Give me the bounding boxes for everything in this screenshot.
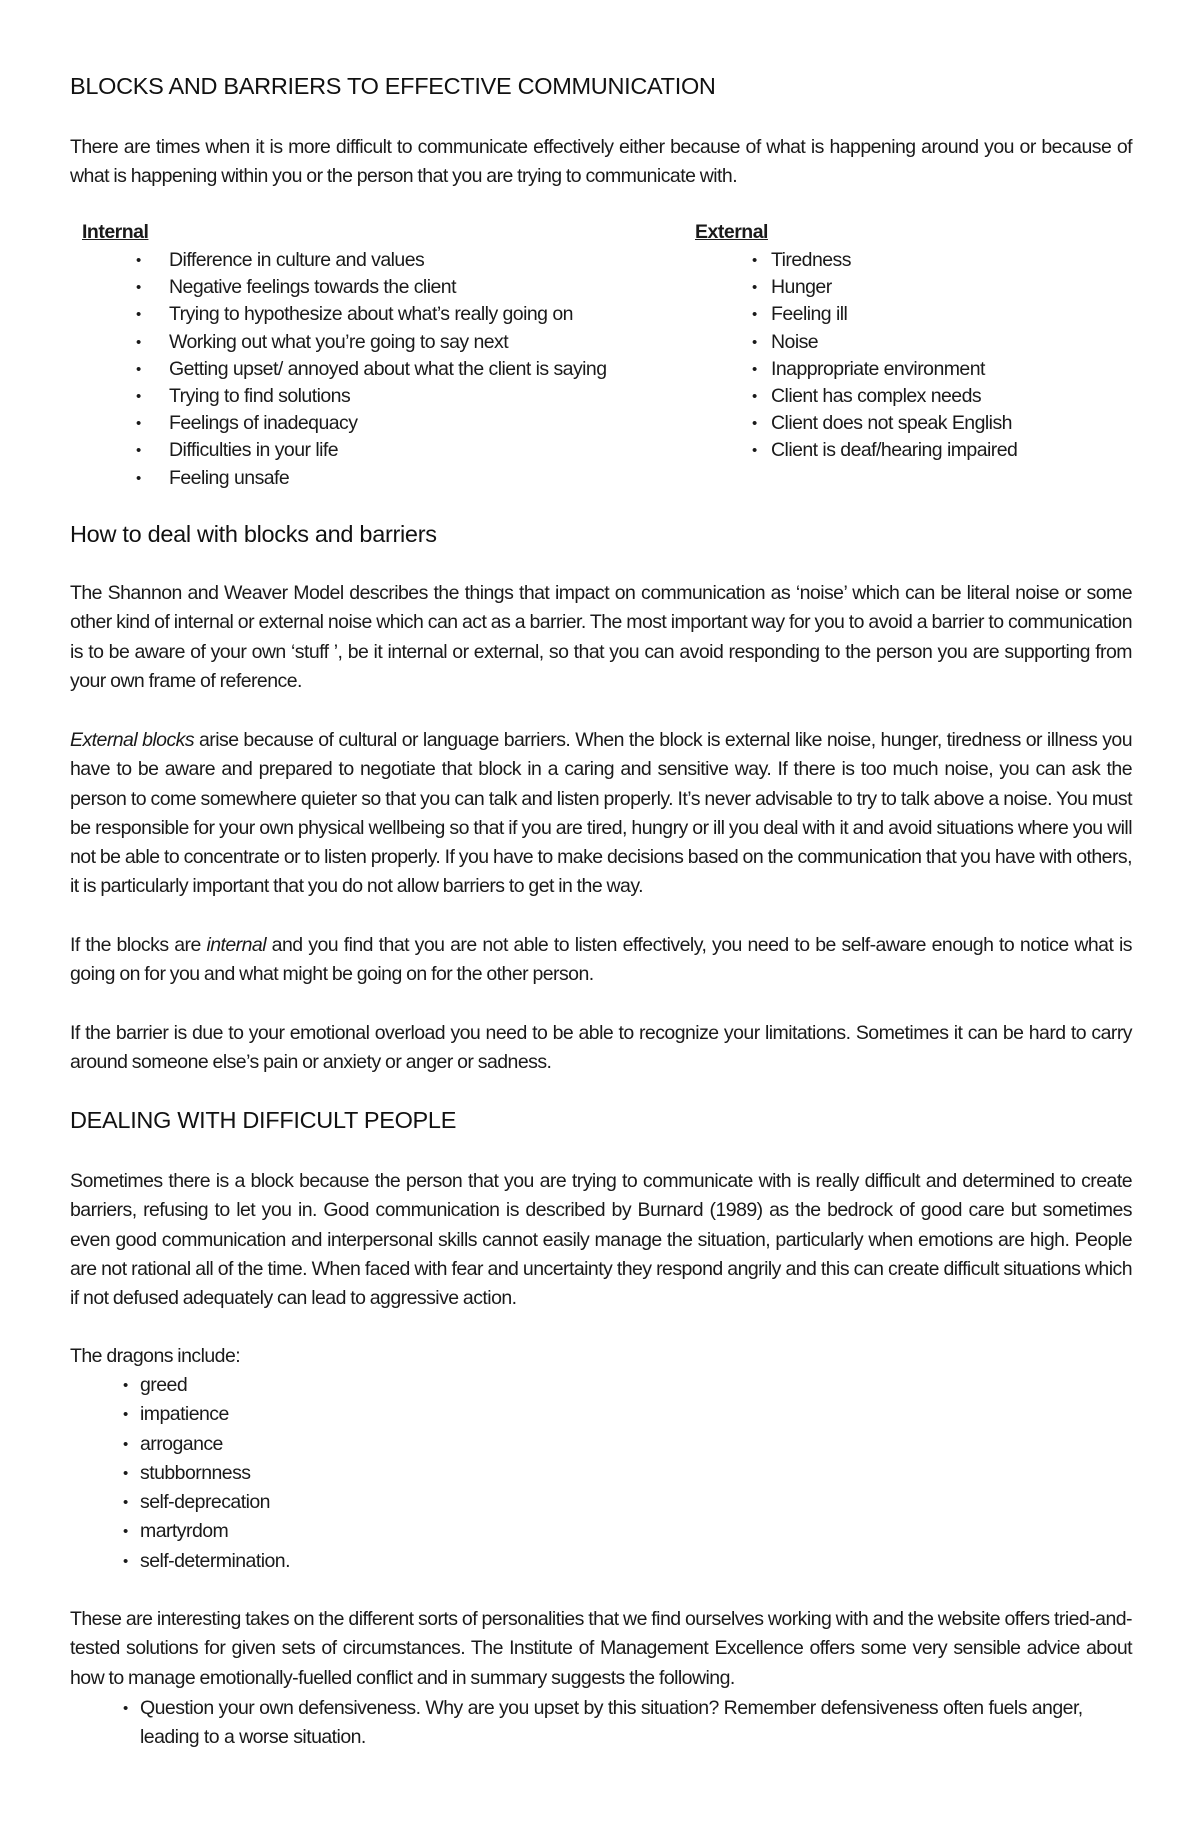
list-item: • stubbornness	[123, 1459, 290, 1488]
list-item: • Negative feelings towards the client	[82, 274, 682, 301]
list-item: • Client has complex needs	[752, 383, 1132, 410]
list-item: • Trying to hypothesize about what’s really going on	[82, 301, 682, 328]
list-item: • Getting upset/ annoyed about what the client is saying	[82, 356, 682, 383]
external-heading: External	[695, 221, 768, 243]
list-item: • Question your own defensiveness. Why are you upset by this situation? Remember defensiveness often fuels anger, leading to a worse situation.	[123, 1694, 1140, 1753]
list-item: • Feelings of inadequacy	[82, 410, 682, 437]
external-blocks-term: External blocks	[70, 729, 195, 751]
internal-heading: Internal	[82, 221, 149, 243]
section-title-how-to-deal: How to deal with blocks and barriers	[70, 521, 437, 547]
list-item: • Difference in culture and values	[82, 247, 682, 274]
external-list	[752, 247, 1132, 465]
internal-list	[82, 247, 682, 492]
bullet-icon: •	[752, 306, 757, 324]
section-title-blocks-barriers: BLOCKS AND BARRIERS TO EFFECTIVE COMMUNICATION	[70, 73, 716, 99]
bullet-icon: •	[123, 1406, 128, 1424]
internal-term: internal	[206, 934, 266, 956]
bullet-icon: •	[136, 306, 141, 324]
bullet-icon: •	[752, 252, 757, 269]
bullet-icon: •	[123, 1464, 128, 1482]
personalities-paragraph: These are interesting takes on the different sorts of personalities that we find ourselves working with and the website offers tried-and-tested solutions for given sets of circumstances. The Institute of Management Excellence offers some very sensible advice about how to manage emotionally-fuelled conflict and in summary suggests the following.	[70, 1608, 1132, 1689]
dragons-list	[123, 1371, 290, 1576]
list-item: • Working out what you’re going to say next	[82, 329, 682, 356]
bullet-icon: •	[752, 360, 757, 378]
bullet-icon: •	[752, 279, 757, 297]
bullet-icon: •	[123, 1435, 128, 1453]
list-item: • Feeling unsafe	[82, 465, 682, 492]
list-item: • Trying to find solutions	[82, 383, 682, 410]
intro-paragraph: There are times when it is more difficult to communicate effectively either because of what is happening around you or because of what is happening within you or the person that you are trying to communicate with.	[70, 136, 1132, 188]
bullet-icon: •	[752, 442, 757, 460]
list-item: • self-deprecation	[123, 1488, 290, 1517]
bullet-icon: •	[123, 1494, 128, 1512]
list-item: • Noise	[752, 329, 1132, 356]
list-item: • greed	[123, 1371, 290, 1400]
list-item: • Difficulties in your life	[82, 437, 682, 464]
emotional-overload-paragraph: If the barrier is due to your emotional overload you need to be able to recognize your limitations. Sometimes it can be hard to carry around someone else’s pain or anxiety or anger or sadness.	[70, 1022, 1132, 1074]
external-blocks-paragraph: External blocks arise because of cultural or language barriers. When the block is external like noise, hunger, tiredness or illness you have to be aware and prepared to negotiate that block in a caring and sensitive way. If there is too much noise, you can ask the person to come somewhere quieter so that you can talk and listen properly. It’s never advisable to try to talk above a noise. You must be responsible for your own physical wellbeing so that if you are tired, hungry or ill you deal with it and avoid situations where you will not be able to concentrate or to listen properly. If you have to make decisions based on the communication that you have with others, it is particularly important that you do not allow barriers to get in the way.	[70, 729, 1132, 898]
bullet-icon: •	[123, 1700, 128, 1717]
list-item: • self-determination.	[123, 1547, 290, 1576]
dragons-intro: The dragons include:	[70, 1345, 241, 1367]
list-item: • Feeling ill	[752, 301, 1132, 328]
internal-blocks-paragraph: If the blocks are internal and you find that you are not able to listen effectively, you need to be self-aware enough to notice what is going on for you and what might be going on for the other person.	[70, 934, 1132, 986]
bullet-icon: •	[136, 415, 141, 433]
list-item: • Tiredness	[752, 247, 1132, 274]
bullet-icon: •	[136, 252, 141, 269]
bullet-icon: •	[752, 333, 757, 351]
bullet-icon: •	[136, 469, 141, 487]
advice-list	[123, 1694, 1140, 1753]
list-item: • Inappropriate environment	[752, 356, 1132, 383]
list-item: • arrogance	[123, 1430, 290, 1459]
list-item: • Client is deaf/hearing impaired	[752, 437, 1132, 464]
list-item: • Client does not speak English	[752, 410, 1132, 437]
list-item: • impatience	[123, 1400, 290, 1429]
bullet-icon: •	[136, 388, 141, 406]
list-item: • martyrdom	[123, 1517, 290, 1546]
list-item: • Hunger	[752, 274, 1132, 301]
bullet-icon: •	[752, 388, 757, 406]
bullet-icon: •	[123, 1377, 128, 1394]
shannon-weaver-paragraph: The Shannon and Weaver Model describes the things that impact on communication as ‘noise’ which can be literal noise or some other kind of internal or external noise which can act as a barrier. The most important way for you to avoid a barrier to communication is to be aware of your own ‘stuff ’, be it internal or external, so that you can avoid responding to the person you are supporting from your own frame of reference.	[70, 582, 1132, 692]
section-title-difficult-people: DEALING WITH DIFFICULT PEOPLE	[70, 1107, 457, 1133]
bullet-icon: •	[136, 279, 141, 297]
bullet-icon: •	[136, 442, 141, 460]
bullet-icon: •	[123, 1552, 128, 1570]
bullet-icon: •	[136, 333, 141, 351]
difficult-people-paragraph: Sometimes there is a block because the person that you are trying to communicate with is really difficult and determined to create barriers, refusing to let you in. Good communication is described by Burnard (1989) as the bedrock of good care but sometimes even good communication and interpersonal skills cannot easily manage the situation, particularly when emotions are high. People are not rational all of the time. When faced with fear and uncertainty they respond angrily and this can create difficult situations which if not defused adequately can lead to aggressive action.	[70, 1170, 1132, 1310]
bullet-icon: •	[752, 415, 757, 433]
bullet-icon: •	[136, 360, 141, 378]
bullet-icon: •	[123, 1523, 128, 1541]
